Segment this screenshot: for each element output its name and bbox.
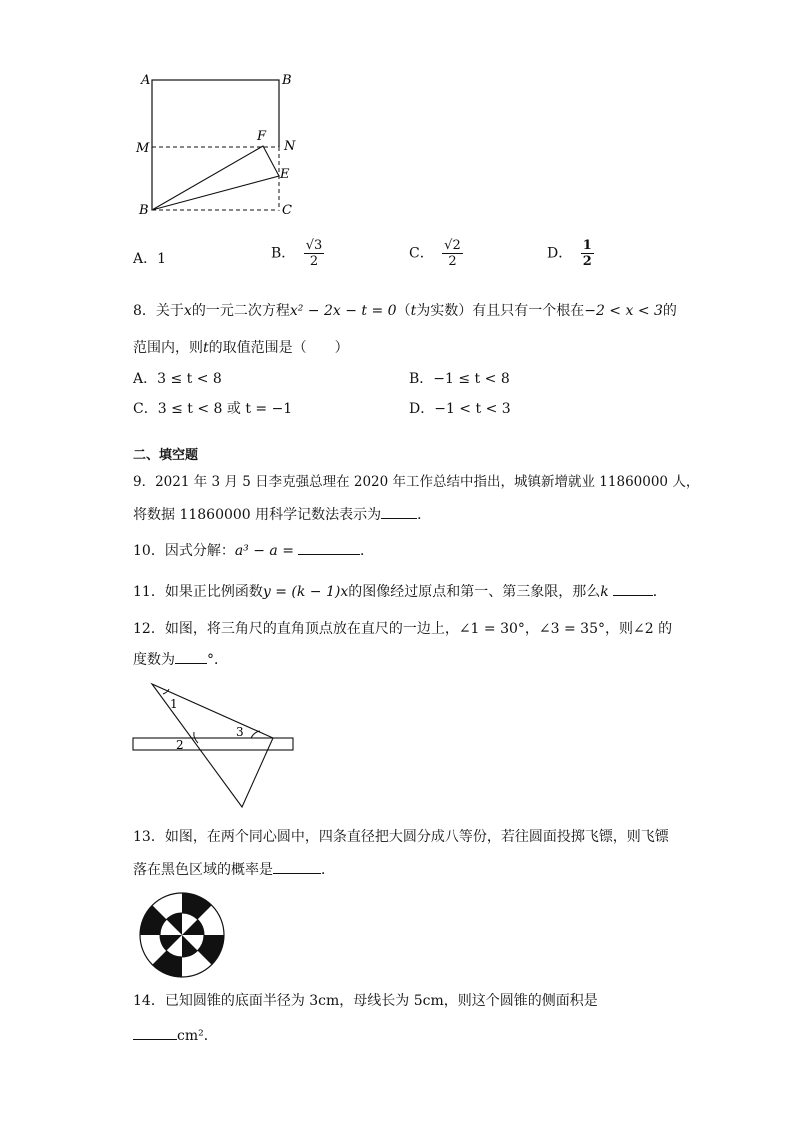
label-f: F	[257, 129, 267, 144]
q9-line2: 将数据 11860000 用科学记数法表示为 ．	[133, 507, 432, 523]
label-b-bottom: B	[139, 203, 149, 218]
q12-line2: 度数为 °．	[133, 652, 228, 668]
q14-answer-blank[interactable]	[133, 1027, 177, 1040]
q11-line: 11．如果正比例函数y = (k − 1)x的图像经过原点和第一、第三象限，那么k ．	[133, 584, 667, 600]
label-n: N	[284, 139, 296, 154]
q10-answer-blank[interactable]	[298, 542, 360, 555]
fig13-dartboard	[135, 892, 231, 978]
label-e: E	[280, 167, 290, 182]
q8-line1: 8．关于x的一元二次方程x² − 2x − t = 0（t为实数）有且只有一个根在−2 < x < 3的	[133, 303, 677, 319]
q9-line1: 9．2021 年 3 月 5 日李克强总理在 2020 年工作总结中指出，城镇新增就业 11860000 人，	[133, 474, 700, 490]
q13-answer-blank[interactable]	[273, 861, 321, 874]
fraction-1-over-2: $\frac{1}{2}$	[582, 238, 592, 269]
q14-line2: cm²．	[133, 1027, 218, 1045]
q13-line2: 落在黑色区域的概率是 ．	[133, 862, 335, 878]
triangle-bfe	[152, 146, 279, 210]
q10-line: 10．因式分解：a³ − a = ．	[133, 543, 374, 559]
label-m: M	[136, 141, 150, 156]
q11-answer-blank[interactable]	[613, 583, 653, 596]
q7-option-d[interactable]: D． $\frac{1}{2}$	[547, 238, 592, 269]
angle-label-2: 2	[176, 738, 184, 752]
q7-option-b[interactable]: B． $\frac{√3}{2}$	[271, 238, 323, 269]
q8-option-a[interactable]: A．3 ≤ t < 8	[133, 371, 222, 387]
q12-answer-blank[interactable]	[175, 651, 207, 664]
fig12-ruler-triangle	[130, 680, 300, 812]
fraction-sqrt3-over-2: $\frac{√3}{2}$	[305, 238, 323, 269]
q7-option-c[interactable]: C． $\frac{√2}{2}$	[409, 238, 461, 269]
section-fill-in-heading: 二、填空题	[133, 448, 199, 463]
q9-answer-blank[interactable]	[381, 506, 417, 519]
label-c: C	[282, 203, 292, 218]
q8-option-b[interactable]: B．−1 ≤ t < 8	[409, 371, 510, 387]
fraction-sqrt2-over-2: $\frac{√2}{2}$	[444, 238, 461, 269]
angle-label-1: 1	[170, 697, 178, 711]
q7-option-a[interactable]: A．1	[133, 251, 167, 267]
label-a: A	[141, 73, 151, 88]
square-abcd	[152, 80, 279, 210]
q13-line1: 13．如图，在两个同心圆中，四条直径把大圆分成八等份，若往圆面投掷飞镖，则飞镖	[133, 829, 669, 845]
q8-line2: 范围内，则t的取值范围是（ ）	[133, 340, 349, 356]
angle-label-3: 3	[236, 725, 244, 739]
q8-option-c[interactable]: C．3 ≤ t < 8 或 t = −1	[133, 401, 293, 417]
fig7-square-diagram	[130, 68, 300, 218]
label-b-top: B	[282, 73, 292, 88]
q14-line1: 14．已知圆锥的底面半径为 3cm，母线长为 5cm，则这个圆锥的侧面积是	[133, 993, 598, 1009]
q12-line1: 12．如图，将三角尺的直角顶点放在直尺的一边上，∠1 = 30°，∠3 = 35°，则∠2 的	[133, 621, 673, 637]
q8-option-d[interactable]: D．−1 < t < 3	[409, 401, 511, 417]
